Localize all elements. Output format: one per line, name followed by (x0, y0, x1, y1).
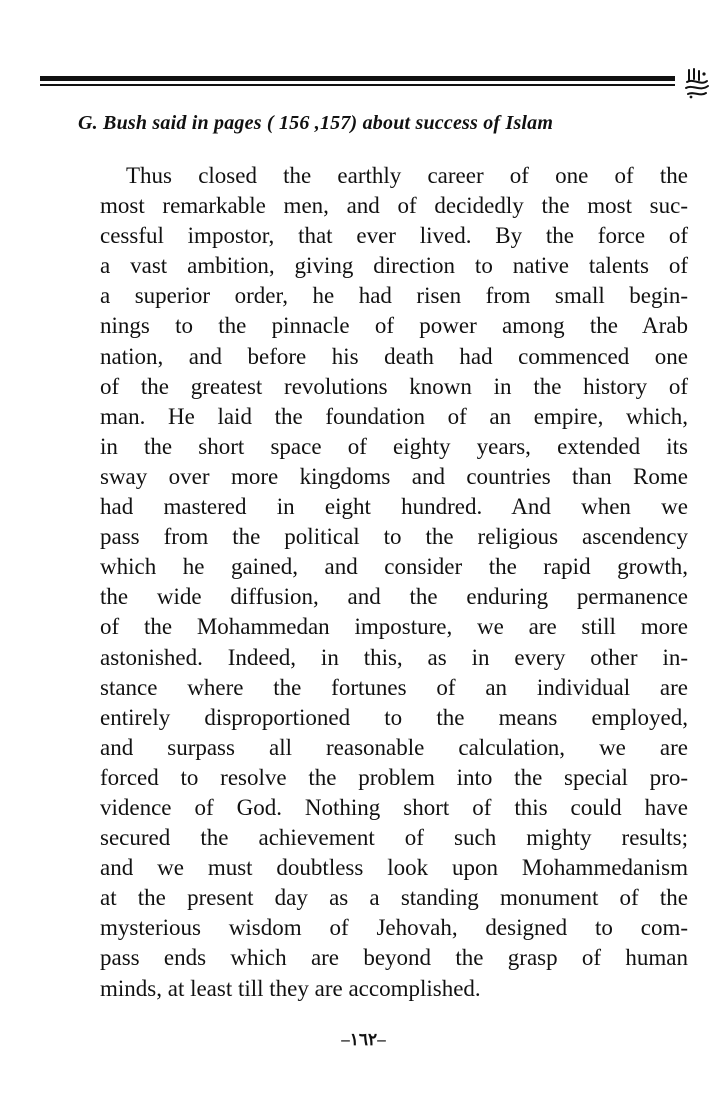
page-title: G. Bush said in pages ( 156 ,157) about success of Islam (78, 112, 554, 134)
body-paragraph (100, 161, 688, 1004)
text-line: most remarkable men, and of decidedly the most suc- (100, 193, 688, 219)
header-rule-thin (40, 84, 675, 86)
text-line: a superior order, he had risen from small begin- (100, 283, 688, 309)
text-line: astonished. Indeed, in this, as in every other in- (100, 644, 688, 670)
header-rule (40, 76, 675, 86)
text-line: man. He laid the foundation of an empire, which, (100, 403, 688, 429)
calligraphy-ornament-icon (683, 66, 711, 100)
text-line: pass from the political to the religious ascendency (100, 524, 688, 550)
text-line: secured the achievement of such mighty results; (100, 825, 688, 851)
text-line: stance where the fortunes of an individual are (100, 674, 688, 700)
text-line: sway over more kingdoms and countries than Rome (100, 463, 688, 489)
text-line: which he gained, and consider the rapid growth, (100, 554, 688, 580)
text-line: in the short space of eighty years, extended its (100, 433, 688, 459)
text-line: of the greatest revolutions known in the history of (100, 373, 688, 399)
text-line: and we must doubtless look upon Mohammedanism (100, 855, 688, 881)
text-line: minds, at least till they are accomplished. (100, 975, 481, 1001)
text-line: Thus closed the earthly career of one of the (126, 163, 688, 188)
text-line: a vast ambition, giving direction to native talents of (100, 253, 688, 279)
text-line: forced to resolve the problem into the special pro- (100, 764, 688, 790)
page-number: –١٦٢– (341, 1030, 386, 1049)
text-line: and surpass all reasonable calculation, we are (100, 734, 688, 760)
text-line: nings to the pinnacle of power among the Arab (100, 313, 688, 339)
text-line: nation, and before his death had commenced one (100, 343, 688, 369)
text-line: pass ends which are beyond the grasp of human (100, 945, 688, 971)
text-line: vidence of God. Nothing short of this could have (100, 794, 688, 820)
text-line: the wide diffusion, and the enduring permanence (100, 584, 688, 610)
text-line: cessful impostor, that ever lived. By the force of (100, 223, 688, 249)
text-line: entirely disproportioned to the means employed, (100, 704, 688, 730)
text-line: mysterious wisdom of Jehovah, designed to com- (100, 915, 688, 941)
text-line: at the present day as a standing monument of the (100, 885, 688, 911)
text-line: had mastered in eight hundred. And when we (100, 494, 688, 520)
text-line: of the Mohammedan imposture, we are still more (100, 614, 688, 640)
